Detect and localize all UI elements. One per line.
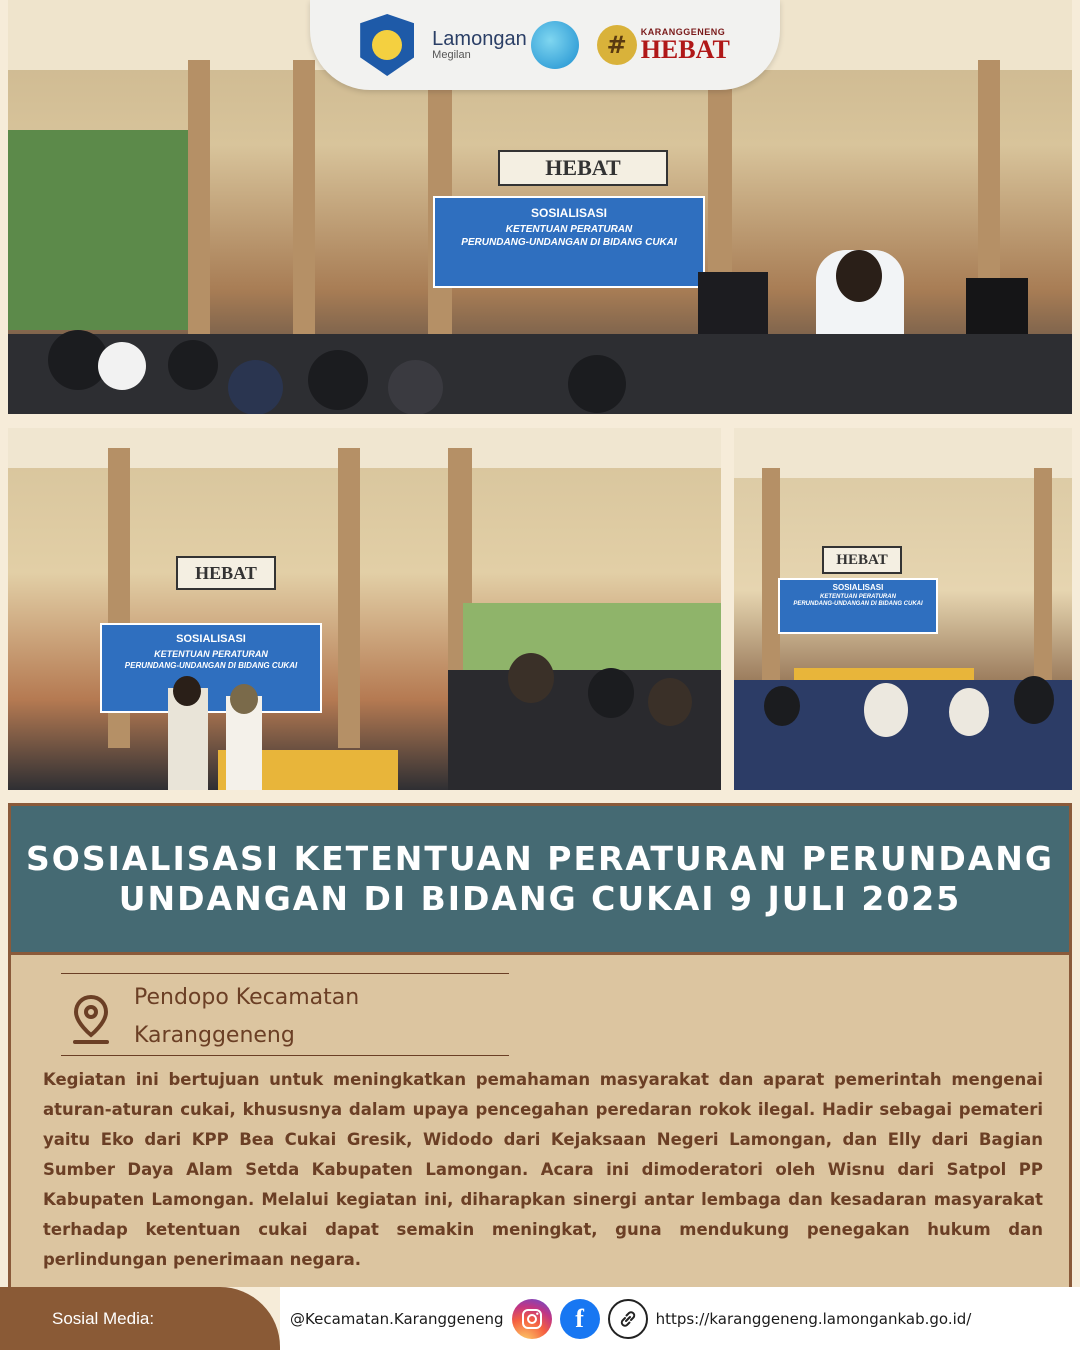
body-panel	[8, 955, 1072, 1287]
event-banner: SOSIALISASI KETENTUAN PERATURAN PERUNDANG-UNDANGAN DI BIDANG CUKAI	[433, 196, 705, 288]
event-photo-bottom-left	[8, 428, 721, 790]
lamongan-logo-sub: Megilan	[432, 48, 471, 61]
event-banner: SOSIALISASI KETENTUAN PERATURAN PERUNDANG-UNDANGAN DI BIDANG CUKAI	[778, 578, 938, 634]
hebat-sign: HEBAT	[545, 155, 621, 180]
hashtag-icon: #	[597, 25, 637, 65]
title-line-1: SOSIALISASI KETENTUAN PERATURAN PERUNDANG	[26, 839, 1054, 878]
location-divider-top	[61, 973, 509, 974]
hebat-sign: HEBAT	[195, 562, 257, 583]
karanggeneng-hebat-logo	[597, 25, 730, 65]
facebook-icon[interactable]: f	[560, 1299, 600, 1339]
hebat-logo-big: HEBAT	[640, 34, 730, 64]
link-icon[interactable]	[608, 1299, 648, 1339]
dolphin-wave-icon	[531, 21, 579, 69]
title-band	[8, 803, 1072, 955]
social-handle[interactable]: @Kecamatan.Karanggeneng	[290, 1309, 504, 1328]
social-media-label: Sosial Media:	[52, 1308, 155, 1328]
lamongan-logo-main: Lamongan	[432, 27, 527, 50]
location-pin-icon	[73, 995, 109, 1045]
hebat-sign: HEBAT	[836, 551, 888, 568]
hebat-logo-small: KARANGGENENG	[640, 26, 726, 37]
event-banner: SOSIALISASI KETENTUAN PERATURAN PERUNDANG-UNDANGAN DI BIDANG CUKAI	[100, 623, 322, 713]
instagram-icon[interactable]	[512, 1299, 552, 1339]
event-description: Kegiatan ini bertujuan untuk meningkatkan pemahaman masyarakat dan aparat pemerintah mengenai aturan-aturan cukai, khususnya dalam upaya pencegahan peredaran rokok ilegal. Hadir sebagai pemateri yaitu Eko dari KPP Bea Cukai Gresik, Widodo dari Kejaksaan Negeri Lamongan, dan Elly dari Bagian Sumber Daya Alam Setda Kabupaten Lamongan. Acara ini dimoderatori oleh Wisnu dari Satpol PP Kabupaten Lamongan. Melalui kegiatan ini, diharapkan sinergi antar lembaga dan kesadaran masyarakat terhadap ketentuan cukai dapat semakin meningkat, guna mendukung penegakan hukum dan perlindungan penerimaan negara.	[43, 1070, 1043, 1269]
website-link[interactable]: https://karanggeneng.lamongankab.go.id/	[655, 1309, 972, 1328]
title-line-2: UNDANGAN DI BIDANG CUKAI 9 JULI 2025	[118, 879, 962, 918]
footer-social-links	[280, 1287, 1080, 1350]
location-divider-bottom	[61, 1055, 509, 1056]
page-title	[26, 839, 1054, 919]
location-text	[134, 979, 359, 1055]
header-logos	[310, 0, 780, 90]
event-photo-bottom-right	[734, 428, 1072, 790]
footer-social-label	[0, 1287, 280, 1350]
regency-emblem-icon	[360, 14, 414, 76]
lamongan-logo	[432, 21, 579, 69]
location-line-1: Pendopo Kecamatan	[134, 985, 360, 1010]
location-line-2: Karanggeneng	[134, 1023, 295, 1048]
